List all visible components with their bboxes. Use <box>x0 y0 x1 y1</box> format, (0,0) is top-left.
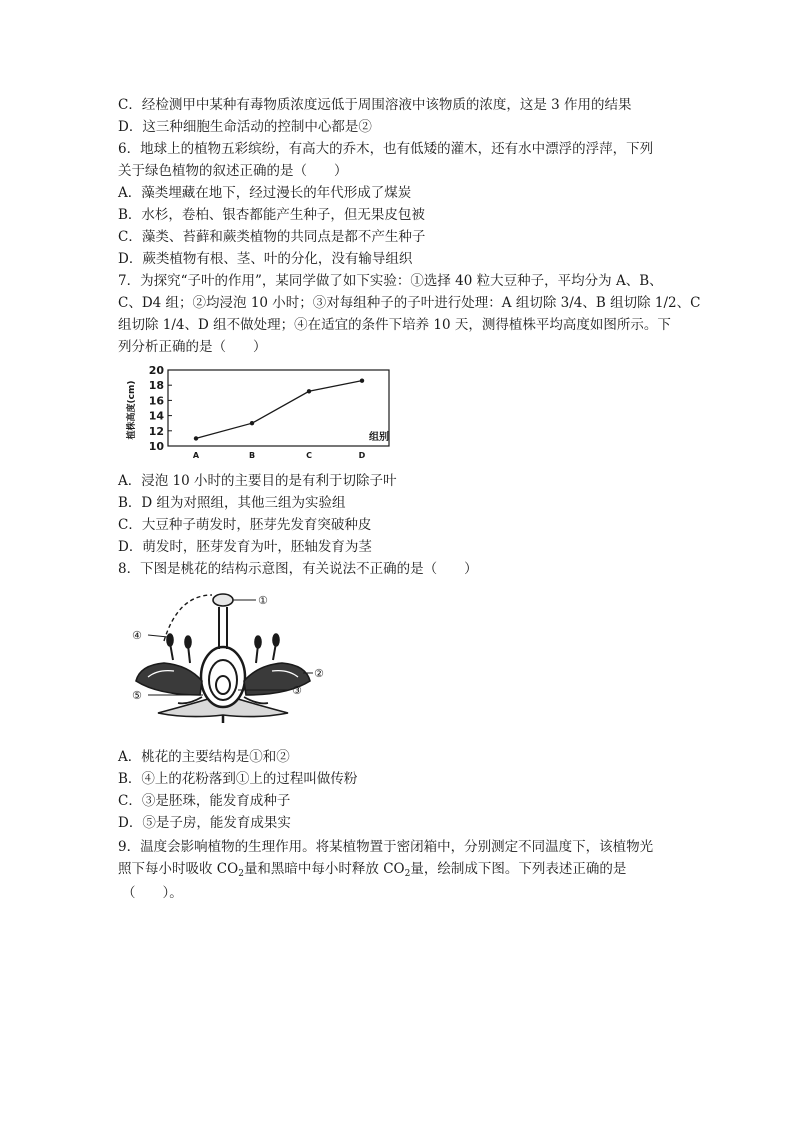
chart-point-A <box>194 436 198 440</box>
chart-x-tick-label: B <box>248 451 256 460</box>
plant-height-chart <box>124 364 394 460</box>
chart-points <box>194 378 364 440</box>
q7-stem-line3: 组切除 1/4、D 组不做处理；④在适宜的条件下培养 10 天，测得植株平均高度如图所示。下 <box>118 317 671 333</box>
peach-flower-diagram <box>118 585 328 725</box>
chart-y-axis-label: 植株高度(cm) <box>127 380 137 440</box>
flower-label-1: ① <box>258 594 268 607</box>
q9-stem-line3: （ ）。 <box>122 885 183 901</box>
q6-option-b: B．水杉，卷柏、银杏都能产生种子，但无果皮包被 <box>118 207 425 223</box>
chart-x-tick-label: A <box>192 451 200 460</box>
chart-point-C <box>307 389 311 393</box>
co2-subscript-2: 2 <box>404 869 411 879</box>
flower-label-5: ⑤ <box>132 689 142 702</box>
q6-option-d: D．蕨类植物有根、茎、叶的分化，没有输导组织 <box>118 251 413 267</box>
q8-option-a: A．桃花的主要结构是①和② <box>118 749 290 765</box>
q7-option-b: B．D 组为对照组，其他三组为实验组 <box>118 495 346 511</box>
q7-option-a: A．浸泡 10 小时的主要目的是有利于切除子叶 <box>118 473 397 489</box>
q9-stem-line2-part2: 量和黑暗中每小时释放 CO <box>243 861 405 877</box>
chart-y-tick-label: 16 <box>148 394 164 408</box>
q8-option-c: C．③是胚珠，能发育成种子 <box>118 793 291 809</box>
q6-option-a: A．藻类埋藏在地下，经过漫长的年代形成了煤炭 <box>118 185 412 201</box>
flower-label-3: ③ <box>292 684 302 697</box>
chart-point-D <box>360 378 364 382</box>
chart-x-ticks <box>193 451 366 460</box>
q7-stem-line4: 列分析正确的是（ ） <box>118 339 267 355</box>
q7-option-c: C．大豆种子萌发时，胚芽先发育突破种皮 <box>118 517 372 533</box>
q8-option-b: B．④上的花粉落到①上的过程叫做传粉 <box>118 771 358 787</box>
co2-subscript-1: 2 <box>238 869 244 879</box>
q5-option-d: D．这三种细胞生命活动的控制中心都是② <box>118 119 372 135</box>
chart-point-B <box>250 421 254 425</box>
q6-option-c: C．藻类、苔藓和蕨类植物的共同点是都不产生种子 <box>118 229 426 245</box>
q8-option-d: D．⑤是子房，能发育成果实 <box>118 815 291 831</box>
q7-option-d: D．萌发时，胚芽发育为叶，胚轴发育为茎 <box>118 539 372 555</box>
q5-option-c: C．经检测甲中某种有毒物质浓度远低于周围溶液中该物质的浓度，这是 3 作用的结果 <box>118 97 632 113</box>
chart-x-tick-label: C <box>306 451 312 460</box>
q9-stem-line2-part3: 量，绘制成下图。下列表述正确的是 <box>410 861 627 877</box>
chart-x-axis-label: 组别 <box>369 432 389 443</box>
q9-stem-line2-part1: 照下每小时吸收 CO <box>118 861 239 877</box>
q7-stem-line2: C、D4 组；②均浸泡 10 小时；③对每组种子的子叶进行处理：A 组切除 3/4、B 组切除 1/2、C <box>118 295 701 311</box>
chart-y-tick-label: 14 <box>148 409 164 423</box>
q6-stem-line1: 6．地球上的植物五彩缤纷，有高大的乔木，也有低矮的灌木，还有水中漂浮的浮萍，下列 <box>118 141 654 157</box>
chart-series-line <box>196 381 362 439</box>
chart-y-tick-label: 20 <box>148 364 164 377</box>
q6-stem-line2: 关于绿色植物的叙述正确的是（ ） <box>118 163 348 179</box>
chart-y-tick-label: 12 <box>148 424 164 438</box>
q8-stem: 8．下图是桃花的结构示意图，有关说法不正确的是（ ） <box>118 561 478 577</box>
flower-label-2: ② <box>314 667 324 680</box>
q7-stem-line1: 7．为探究“子叶的作用”，某同学做了如下实验：①选择 40 粒大豆种子，平均分为 A、B、 <box>118 273 663 289</box>
q9-stem-line1: 9．温度会影响植物的生理作用。将某植物置于密闭箱中，分别测定不同温度下，该植物光 <box>118 839 654 855</box>
chart-y-tick-label: 18 <box>148 379 164 393</box>
q9-stem-line2 <box>118 858 626 885</box>
flower-label-4: ④ <box>132 629 142 642</box>
chart-x-tick-label: D <box>358 451 366 460</box>
chart-y-tick-label: 10 <box>148 440 164 453</box>
